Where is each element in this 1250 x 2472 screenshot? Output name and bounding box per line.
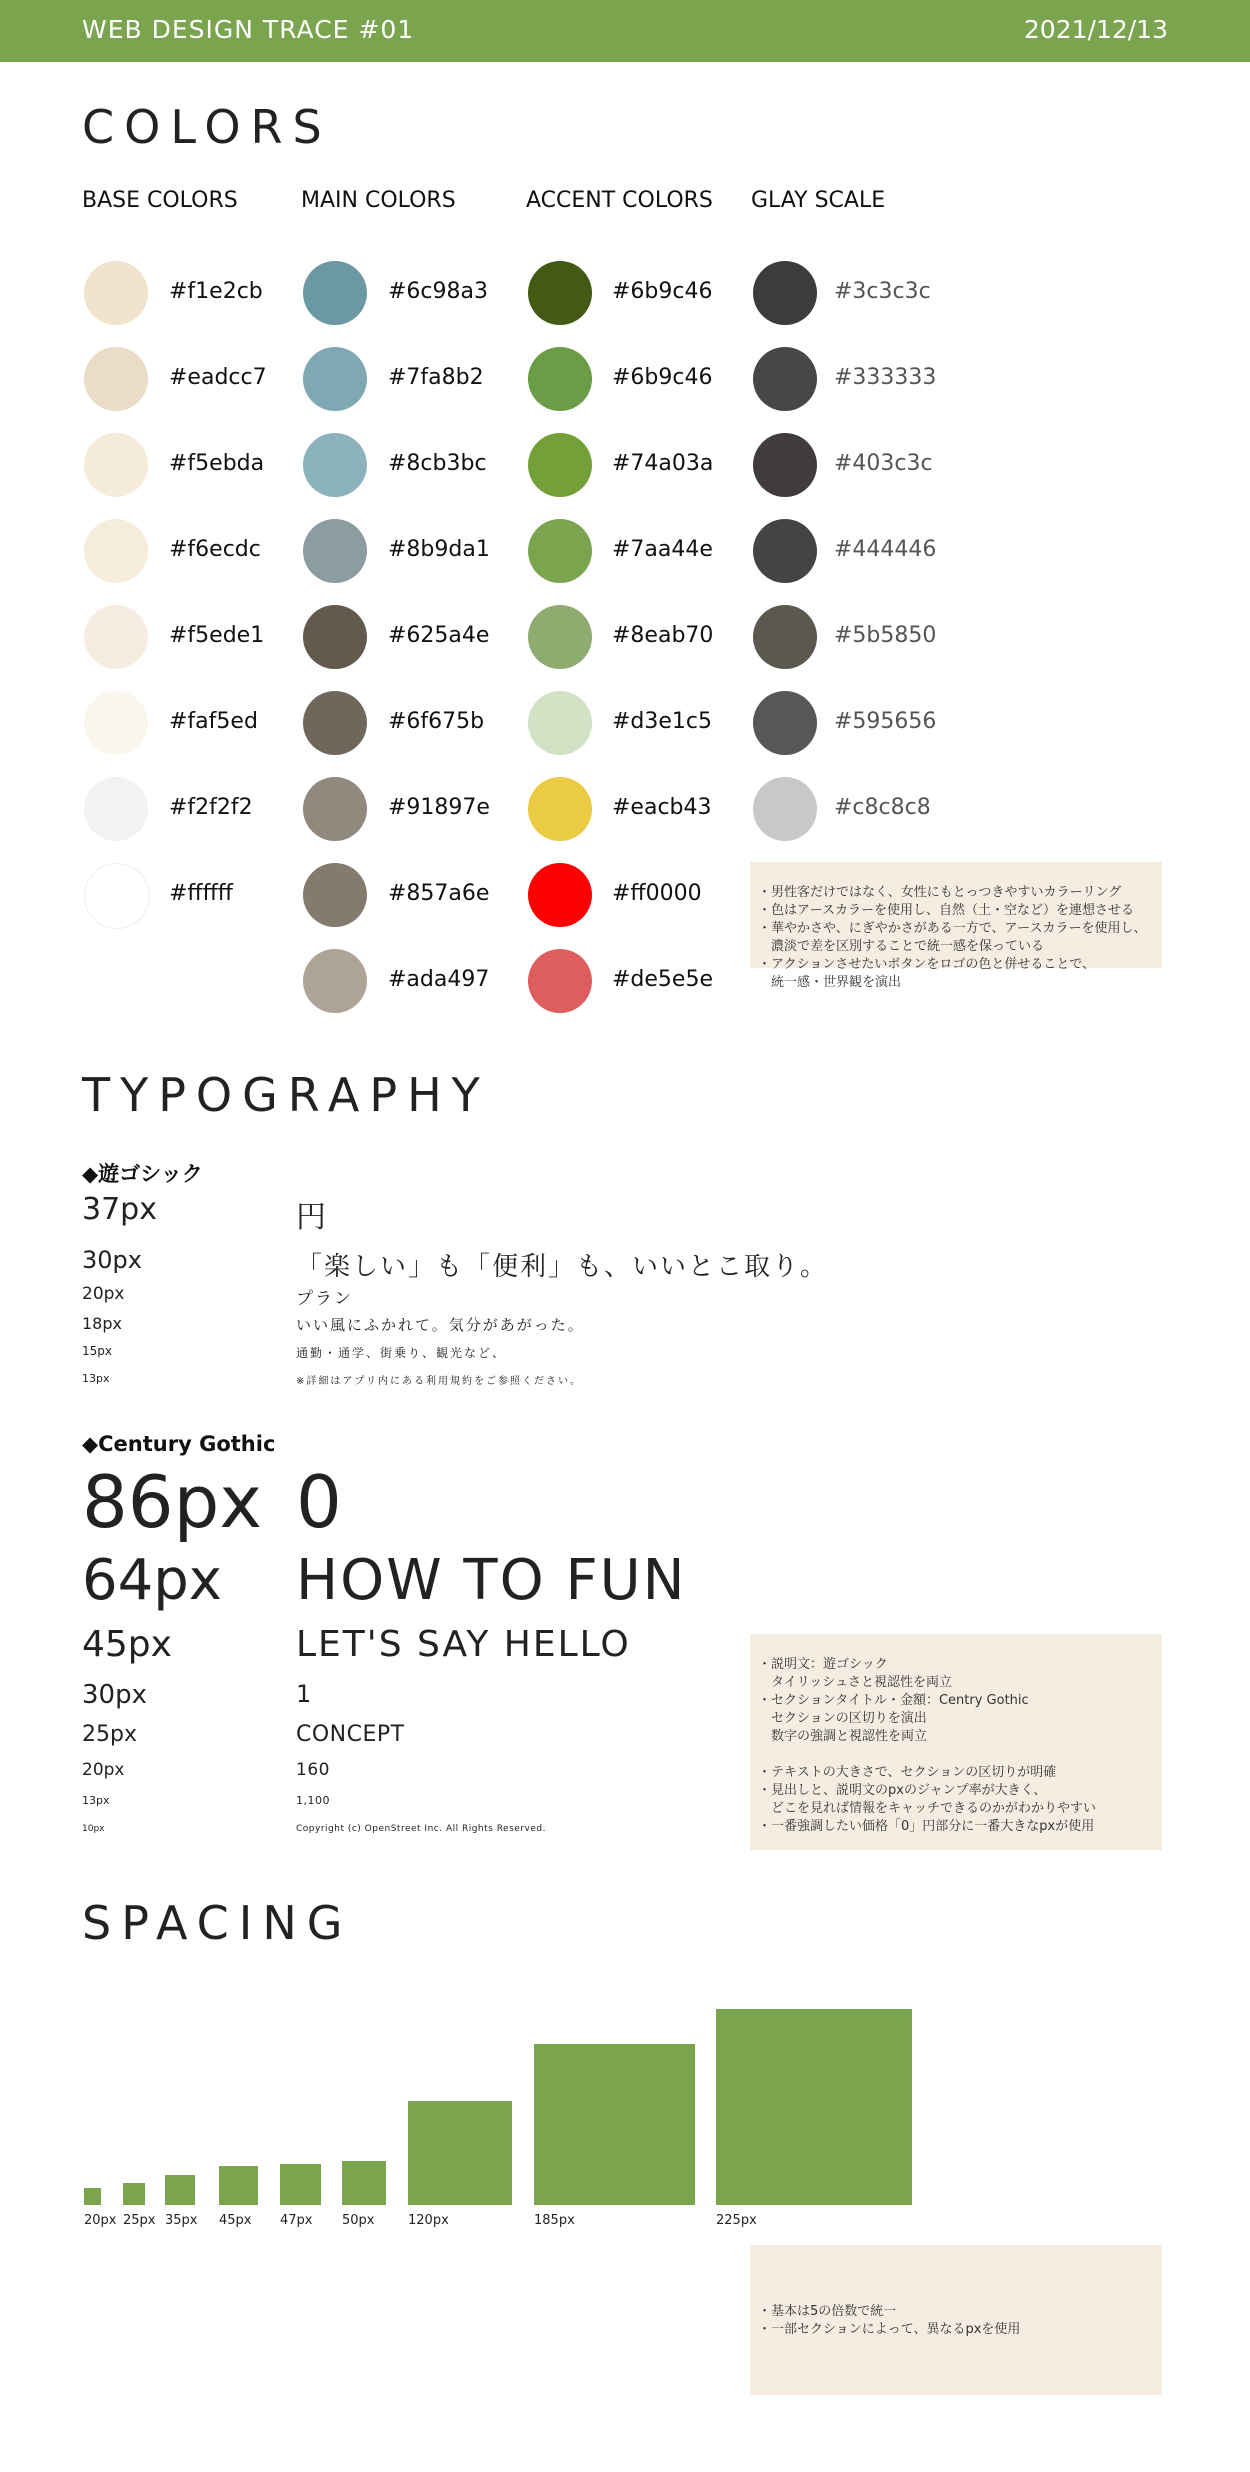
century-size-label: 30px <box>82 1680 147 1710</box>
yu-sample-text: ※詳細はアプリ内にある利用規約をご参照ください。 <box>296 1376 582 1387</box>
color-swatch <box>528 261 592 325</box>
color-hex-label: #f5ebda <box>169 451 265 476</box>
note-line: タイリッシュさと視認性を両立 <box>758 1675 952 1690</box>
yu-sample-text: いい風にふかれて。気分があがった。 <box>296 1316 585 1334</box>
note-line: ・基本は5の倍数で統一 <box>758 2304 897 2319</box>
color-column-heading: ACCENT COLORS <box>526 188 713 213</box>
note-line: ・説明文：遊ゴシック <box>758 1657 888 1672</box>
yu-size-label: 18px <box>82 1314 122 1333</box>
color-hex-label: #625a4e <box>388 623 490 648</box>
color-swatch <box>303 777 367 841</box>
color-swatch <box>303 949 367 1013</box>
yu-size-label: 37px <box>82 1192 157 1227</box>
color-swatch <box>84 605 148 669</box>
note-line: ・一番強調したい価格「0」円部分に一番大きなpxが使用 <box>758 1819 1095 1834</box>
yu-size-label: 30px <box>82 1246 142 1274</box>
note-line: 統一感・世界観を演出 <box>758 975 902 990</box>
color-swatch <box>753 777 817 841</box>
spacing-box-label: 45px <box>219 2213 252 2228</box>
note-line: ・セクションタイトル・金額：Centry Gothic <box>758 1693 1029 1708</box>
color-hex-label: #f6ecdc <box>169 537 261 562</box>
spacing-box <box>534 2044 695 2205</box>
color-swatch <box>84 433 148 497</box>
note-line: ・テキストの大きさで、セクションの区切りが明確 <box>758 1765 1057 1780</box>
spacing-box <box>716 2009 912 2205</box>
note-line: ・色はアースカラーを使用し、自然（土・空など）を連想させる <box>758 903 1134 918</box>
spacing-box-label: 120px <box>408 2213 449 2228</box>
spacing-box <box>123 2183 145 2205</box>
century-size-label: 86px <box>82 1460 262 1544</box>
color-hex-label: #8b9da1 <box>388 537 490 562</box>
spacing-note-box <box>750 2245 1162 2395</box>
century-size-label: 20px <box>82 1760 125 1780</box>
color-hex-label: #ffffff <box>169 881 233 906</box>
spacing-box-label: 47px <box>280 2213 313 2228</box>
note-line: 濃淡で差を区別することで統一感を保っている <box>758 939 1045 954</box>
color-hex-label: #91897e <box>388 795 490 820</box>
color-swatch <box>84 261 148 325</box>
color-hex-label: #6b9c46 <box>612 365 713 390</box>
century-sample-text: 1,100 <box>296 1794 330 1807</box>
color-swatch <box>303 605 367 669</box>
spacing-box-label: 20px <box>84 2213 117 2228</box>
color-hex-label: #de5e5e <box>612 967 713 992</box>
color-swatch <box>303 261 367 325</box>
colors-note-box <box>750 862 1162 990</box>
spacing-box <box>280 2164 321 2205</box>
color-swatch <box>303 519 367 583</box>
century-sample-text: 1 <box>296 1680 312 1708</box>
yu-gothic-heading: ◆遊ゴシック <box>82 1162 203 1186</box>
color-hex-label: #f5ede1 <box>169 623 265 648</box>
color-swatch <box>303 433 367 497</box>
note-line: ・華やかさや、にぎやかさがある一方で、アースカラーを使用し、 <box>758 921 1147 936</box>
color-hex-label: #6b9c46 <box>612 279 713 304</box>
spacing-box-label: 185px <box>534 2213 575 2228</box>
note-line: ・男性客だけではなく、女性にもとっつきやすいカラーリング <box>758 885 1122 900</box>
color-column-heading: GLAY SCALE <box>751 188 886 213</box>
century-sample-text: CONCEPT <box>296 1722 405 1747</box>
typography-section-title: TYPOGRAPHY <box>82 1068 490 1122</box>
color-hex-label: #403c3c <box>834 451 933 476</box>
spacing-box <box>408 2101 512 2205</box>
color-hex-label: #8cb3bc <box>388 451 487 476</box>
color-hex-label: #5b5850 <box>834 623 937 648</box>
color-hex-label: #333333 <box>834 365 937 390</box>
color-hex-label: #f1e2cb <box>169 279 263 304</box>
banner-title: WEB DESIGN TRACE #01 <box>82 15 415 44</box>
color-swatch <box>753 433 817 497</box>
spacing-box <box>342 2161 386 2205</box>
color-swatch <box>84 863 150 929</box>
colors-section-title: COLORS <box>82 100 332 154</box>
yu-sample-text: 円 <box>296 1200 326 1235</box>
color-swatch <box>528 605 592 669</box>
color-hex-label: #7aa44e <box>612 537 713 562</box>
yu-size-label: 13px <box>82 1372 110 1385</box>
century-size-label: 10px <box>82 1824 105 1834</box>
color-swatch <box>753 347 817 411</box>
century-sample-text: LET'S SAY HELLO <box>296 1624 631 1665</box>
century-sample-text: HOW TO FUN <box>296 1548 687 1613</box>
century-sample-text: Copyright (c) OpenStreet Inc. All Rights Reserved. <box>296 1824 546 1834</box>
color-swatch <box>753 519 817 583</box>
spacing-box-label: 35px <box>165 2213 198 2228</box>
yu-size-label: 20px <box>82 1284 125 1304</box>
color-hex-label: #444446 <box>834 537 937 562</box>
century-size-label: 25px <box>82 1722 137 1747</box>
color-hex-label: #ff0000 <box>612 881 702 906</box>
color-swatch <box>528 691 592 755</box>
color-swatch <box>528 863 592 927</box>
color-hex-label: #857a6e <box>388 881 490 906</box>
note-line: どこを見れば情報をキャッチできるのかがわかりやすい <box>758 1801 1097 1816</box>
color-hex-label: #7fa8b2 <box>388 365 484 390</box>
color-hex-label: #f2f2f2 <box>169 795 253 820</box>
century-size-label: 45px <box>82 1624 172 1665</box>
color-hex-label: #3c3c3c <box>834 279 931 304</box>
spacing-box <box>84 2188 101 2205</box>
note-line: ・一部セクションによって、異なるpxを使用 <box>758 2322 1021 2337</box>
color-column-heading: MAIN COLORS <box>301 188 456 213</box>
color-hex-label: #eacb43 <box>612 795 712 820</box>
yu-sample-text: プラン <box>296 1289 353 1309</box>
color-swatch <box>303 691 367 755</box>
color-swatch <box>528 433 592 497</box>
yu-size-label: 15px <box>82 1344 112 1358</box>
color-hex-label: #c8c8c8 <box>834 795 931 820</box>
banner-date: 2021/12/13 <box>1023 15 1168 44</box>
color-swatch <box>753 605 817 669</box>
note-line: ・アクションさせたいボタンをロゴの色と併せることで、 <box>758 957 1096 972</box>
color-column-heading: BASE COLORS <box>82 188 238 213</box>
color-swatch <box>303 863 367 927</box>
spacing-box-label: 50px <box>342 2213 375 2228</box>
century-size-label: 13px <box>82 1794 110 1807</box>
note-line: 数字の強調と視認性を両立 <box>758 1729 928 1744</box>
yu-sample-text: 通勤・通学、街乗り、観光など、 <box>296 1346 507 1360</box>
note-line: セクションの区切りを演出 <box>758 1711 927 1726</box>
color-swatch <box>528 347 592 411</box>
spacing-box-label: 25px <box>123 2213 156 2228</box>
color-hex-label: #6c98a3 <box>388 279 488 304</box>
century-sample-text: 160 <box>296 1760 330 1780</box>
color-hex-label: #faf5ed <box>169 709 258 734</box>
color-swatch <box>528 949 592 1013</box>
typography-note-box <box>750 1634 1162 1850</box>
color-hex-label: #d3e1c5 <box>612 709 713 734</box>
color-hex-label: #8eab70 <box>612 623 714 648</box>
note-line <box>758 1746 1152 1764</box>
century-gothic-heading: ◆Century Gothic <box>82 1432 276 1456</box>
color-swatch <box>303 347 367 411</box>
spacing-box <box>165 2175 195 2205</box>
century-size-label: 64px <box>82 1548 222 1613</box>
color-swatch <box>84 347 148 411</box>
color-swatch <box>84 519 148 583</box>
color-hex-label: #6f675b <box>388 709 485 734</box>
spacing-box-label: 225px <box>716 2213 757 2228</box>
spacing-box <box>219 2166 258 2205</box>
color-hex-label: #74a03a <box>612 451 714 476</box>
color-swatch <box>528 777 592 841</box>
color-hex-label: #eadcc7 <box>169 365 267 390</box>
color-swatch <box>528 519 592 583</box>
color-swatch <box>753 261 817 325</box>
color-swatch <box>84 777 148 841</box>
color-hex-label: #ada497 <box>388 967 490 992</box>
yu-sample-text: 「楽しい」も「便利」も、いいとこ取り。 <box>296 1252 829 1282</box>
spacing-section-title: SPACING <box>82 1896 353 1950</box>
top-banner <box>0 0 1250 62</box>
note-line: ・見出しと、説明文のpxのジャンプ率が大きく、 <box>758 1783 1047 1798</box>
color-swatch <box>84 691 148 755</box>
century-sample-text: 0 <box>296 1460 344 1544</box>
color-swatch <box>753 691 817 755</box>
color-hex-label: #595656 <box>834 709 937 734</box>
